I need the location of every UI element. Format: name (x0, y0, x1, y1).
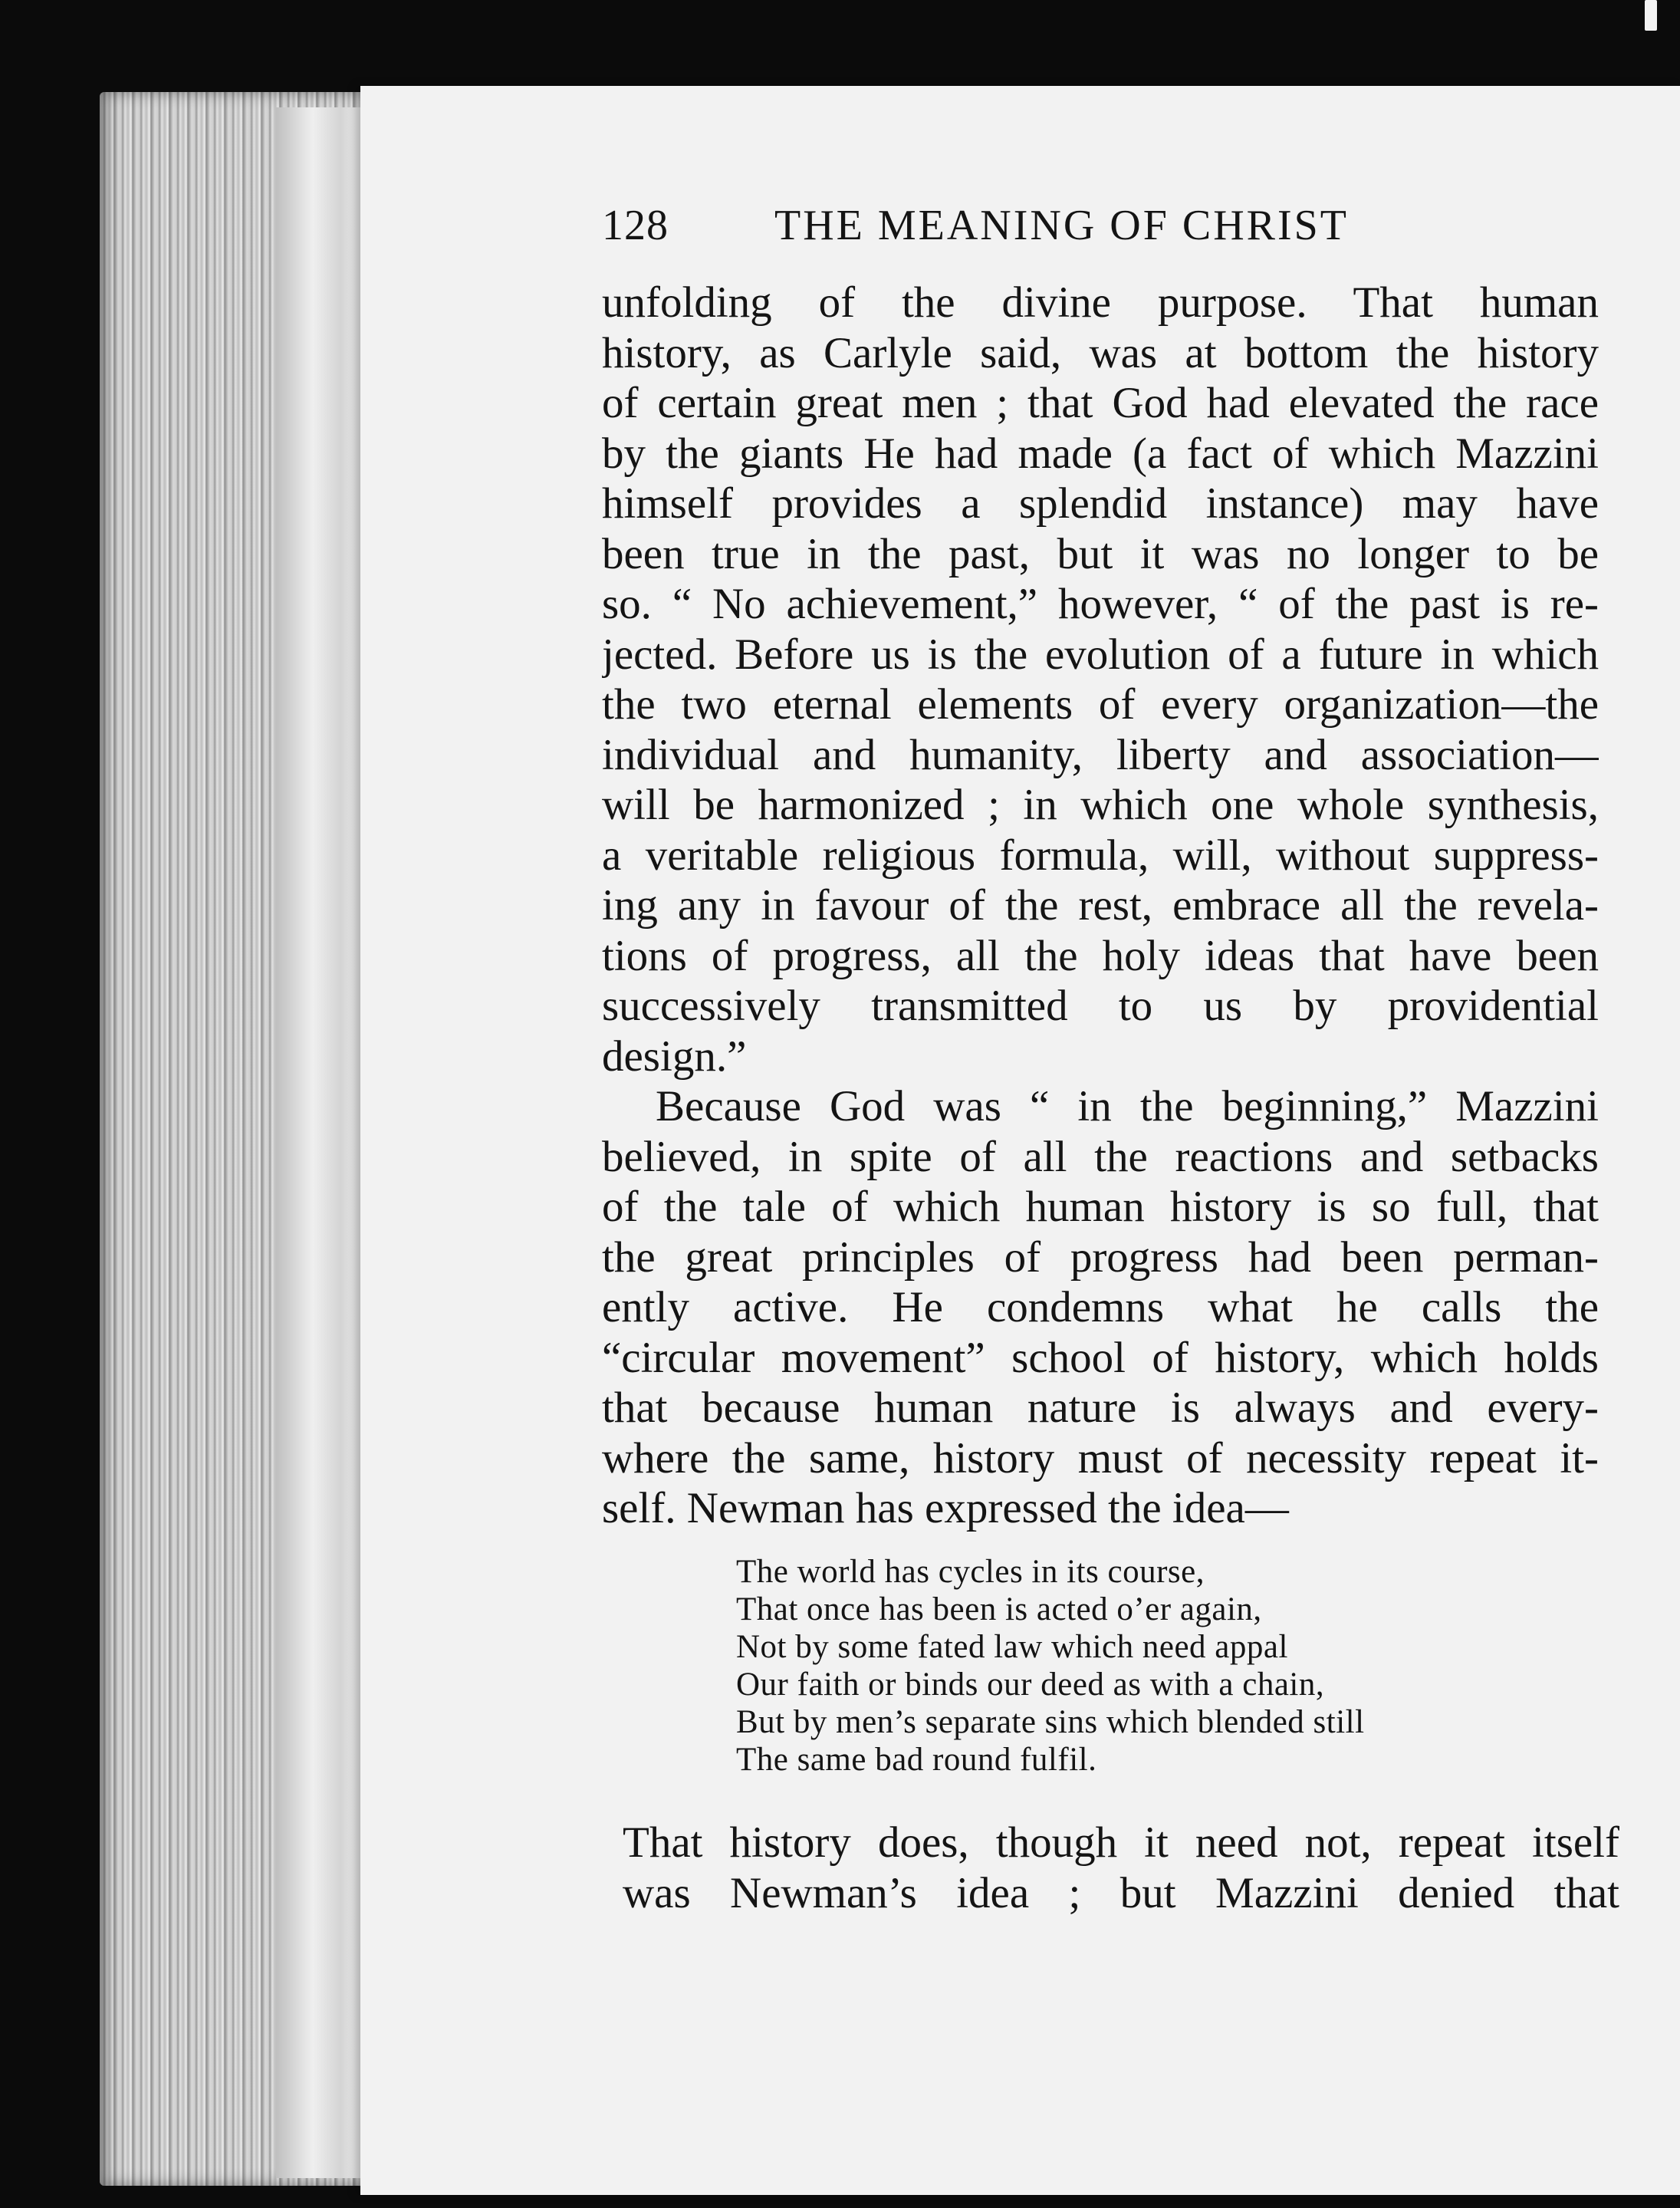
paragraph-2 (602, 1081, 1599, 1534)
text-line: been true in the past, but it was no longer to be (602, 529, 1599, 578)
paragraph-3 (623, 1818, 1619, 1918)
text-line: where the same, history must of necessity repeat it- (602, 1433, 1599, 1482)
page-header (602, 201, 1445, 262)
text-line: the two eternal elements of every organization—the (602, 680, 1599, 729)
poem-line: Not by some fated law which need appal (736, 1629, 1288, 1665)
poem-line: The world has cycles in its course, (736, 1554, 1205, 1590)
text-line: ently active. He condemns what he calls the (602, 1283, 1599, 1331)
poem-line: The same bad round fulfil. (736, 1742, 1097, 1778)
text-line: “circular movement” school of history, which holds (602, 1333, 1599, 1382)
text-line: a veritable religious formula, will, without suppress- (602, 831, 1599, 880)
text-line: that because human nature is always and every- (602, 1384, 1599, 1432)
text-line: history, as Carlyle said, was at bottom the history (602, 328, 1599, 377)
text-line: Because God was “ in the beginning,” Mazzini (656, 1082, 1599, 1130)
text-line: ing any in favour of the rest, embrace all the revela- (602, 881, 1599, 930)
text-line: by the giants He had made (a fact of which Mazzini (602, 429, 1599, 478)
text-line: successively transmitted to us by providential (602, 982, 1599, 1030)
poem-line: Our faith or binds our deed as with a chain, (736, 1667, 1325, 1703)
text-line: the great principles of progress had been perman- (602, 1232, 1599, 1282)
text-line: jected. Before us is the evolution of a future in which (602, 630, 1599, 679)
text-line: will be harmonized ; in which one whole synthesis, (602, 781, 1599, 829)
page-number: 128 (602, 202, 669, 249)
text-line: of certain great men ; that God had elevated the race (602, 379, 1599, 427)
text-line: design.” (602, 1032, 747, 1081)
text-line: was Newman’s idea ; but Mazzini denied that (623, 1868, 1619, 1917)
text-line: individual and humanity, liberty and association— (602, 730, 1599, 779)
text-line: unfolding of the divine purpose. That human (602, 278, 1599, 327)
text-line: so. “ No achievement,” however, “ of the past is re- (602, 580, 1599, 628)
poem-line: That once has been is acted o’er again, (736, 1591, 1262, 1627)
text-line: That history does, though it need not, repeat itself (623, 1818, 1619, 1867)
poem-line: But by men’s separate sins which blended still (736, 1704, 1365, 1740)
body-text (602, 278, 1599, 1534)
text-line: tions of progress, all the holy ideas that have been (602, 931, 1599, 980)
corner-mark (1645, 0, 1657, 31)
text-line: believed, in spite of all the reactions and setbacks (602, 1132, 1599, 1181)
text-line: of the tale of which human history is so full, that (602, 1183, 1599, 1231)
poem-quote (736, 1553, 1365, 1779)
paragraph-1 (602, 278, 1599, 1081)
running-title: THE MEANING OF CHRIST (774, 202, 1349, 249)
page-edge-strip (276, 107, 368, 2178)
text-line: himself provides a splendid instance) may have (602, 479, 1599, 528)
text-line: self. Newman has expressed the idea— (602, 1484, 1289, 1532)
